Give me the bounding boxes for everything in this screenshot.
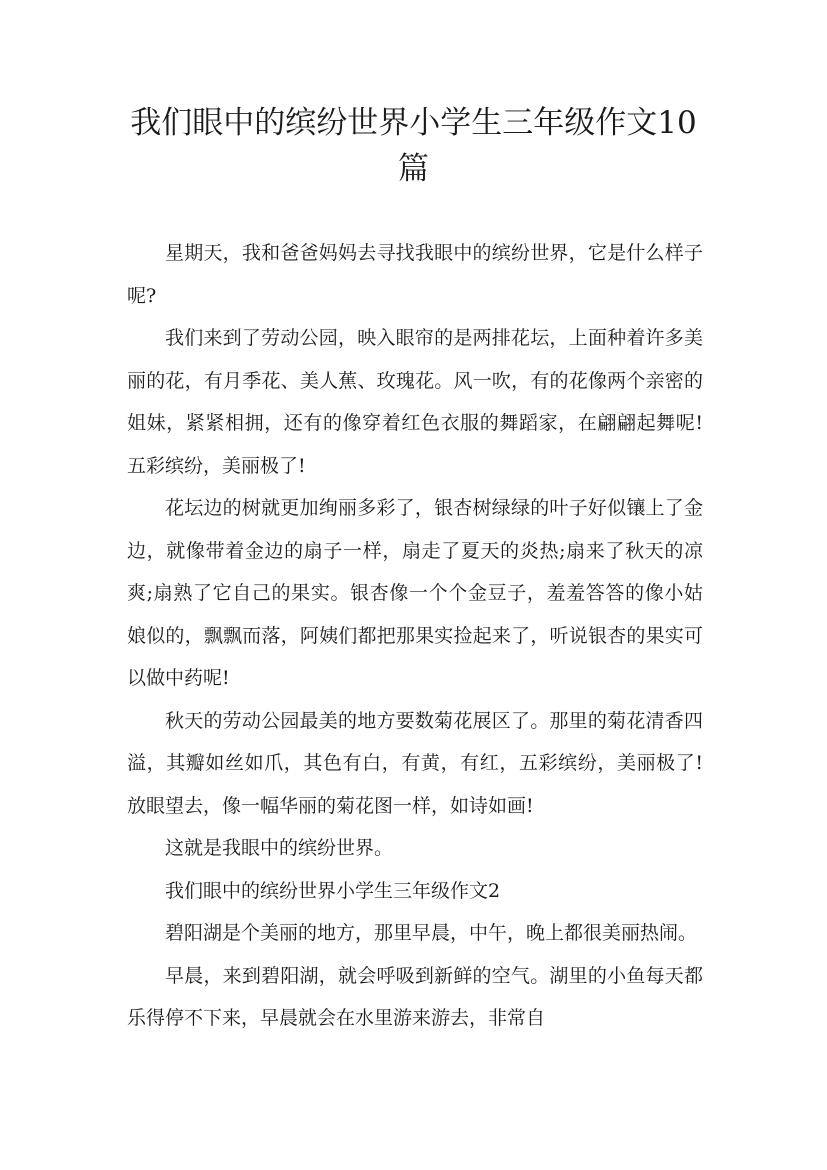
paragraph: 我们来到了劳动公园，映入眼帘的是两排花坛，上面种着许多美丽的花，有月季花、美人蕉、玫瑰花。风一吹，有的花像两个亲密的姐妹，紧紧相拥，还有的像穿着红色衣服的舞蹈家，在翩翩起舞呢!五彩缤纷，美丽极了!	[127, 327, 703, 477]
paragraph: 碧阳湖是个美丽的地方，那里早晨，中午，晚上都很美丽热闹。	[165, 922, 698, 944]
section-heading: 我们眼中的缤纷世界小学生三年级作文2	[165, 879, 501, 902]
paragraph: 这就是我眼中的缤纷世界。	[165, 837, 394, 859]
paragraph: 早晨，来到碧阳湖，就会呼吸到新鲜的空气。湖里的小鱼每天都乐得停不下来，早晨就会在水里游来游去，非常自	[127, 964, 703, 1029]
paragraph: 星期天，我和爸爸妈妈去寻找我眼中的缤纷世界，它是什么样子呢?	[127, 242, 703, 307]
paragraph: 秋天的劳动公园最美的地方要数菊花展区了。那里的菊花清香四溢，其瓣如丝如爪，其色有白，有黄，有红，五彩缤纷，美丽极了!放眼望去，像一幅华丽的菊花图一样，如诗如画!	[127, 709, 703, 817]
document-title: 我们眼中的缤纷世界小学生三年级作文10篇	[130, 105, 697, 187]
paragraph: 花坛边的树就更加绚丽多彩了，银杏树绿绿的叶子好似镶上了金边，就像带着金边的扇子一样，扇走了夏天的炎热;扇来了秋天的凉爽;扇熟了它自己的果实。银杏像一个个金豆子，羞羞答答的像小姑娘似的，飘飘而落，阿姨们都把那果实捡起来了，听说银杏的果实可以做中药呢!	[127, 497, 703, 689]
document-body	[127, 232, 703, 1040]
